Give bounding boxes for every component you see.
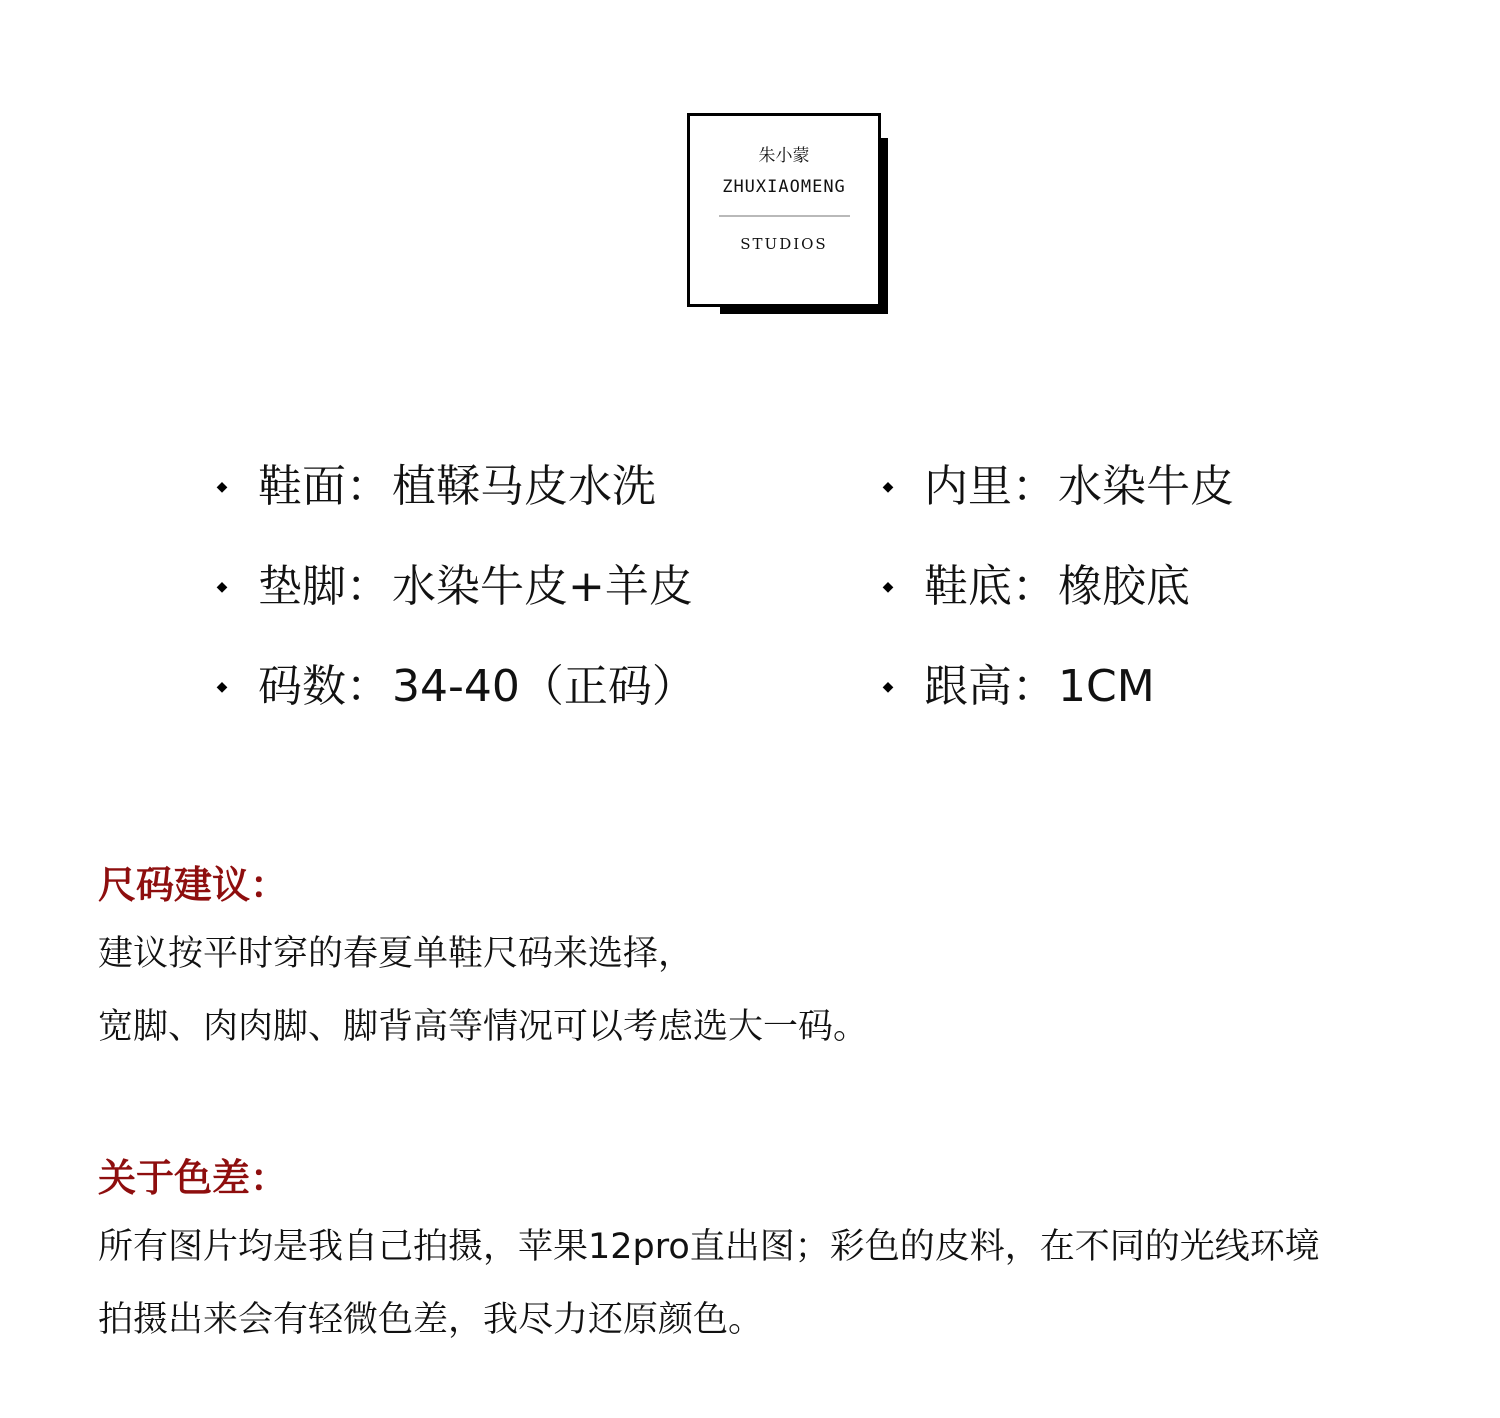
spec-value: 34-40（正码）: [392, 661, 696, 712]
spec-label: 鞋底: [924, 561, 1012, 612]
logo-name-cn: 朱小蒙: [758, 146, 810, 166]
spec-colon: ：: [1012, 661, 1056, 712]
logo-studios: STUDIOS: [740, 235, 828, 253]
spec-label: 鞋面: [258, 461, 346, 512]
color-note-heading: 关于色差：: [98, 1156, 289, 1200]
spec-value: 水染牛皮: [1058, 461, 1234, 512]
spec-colon: ：: [346, 561, 390, 612]
diamond-bullet-icon: ◆: [216, 679, 228, 695]
spec-value: 1CM: [1058, 661, 1155, 712]
color-note-line: 拍摄出来会有轻微色差，我尽力还原颜色。: [98, 1300, 764, 1340]
diamond-bullet-icon: ◆: [882, 579, 894, 595]
spec-upper: [214, 457, 656, 517]
diamond-bullet-icon: ◆: [882, 479, 894, 495]
brand-logo: [687, 113, 881, 307]
spec-label: 码数: [258, 661, 346, 712]
spec-colon: ：: [346, 461, 390, 512]
size-advice-heading: 尺码建议：: [98, 863, 289, 907]
spec-colon: ：: [346, 661, 390, 712]
logo-name-en: ZHUXIAOMENG: [722, 177, 846, 197]
diamond-bullet-icon: ◆: [216, 479, 228, 495]
spec-value: 橡胶底: [1058, 561, 1190, 612]
spec-label: 内里: [924, 461, 1012, 512]
spec-size-range: [214, 657, 696, 717]
color-note-line: 所有图片均是我自己拍摄，苹果12pro直出图；彩色的皮料，在不同的光线环境: [98, 1227, 1320, 1267]
spec-insole: [214, 557, 693, 617]
spec-value: 水染牛皮+羊皮: [392, 561, 693, 612]
logo-divider: [719, 215, 850, 217]
size-advice-line: 宽脚、肉肉脚、脚背高等情况可以考虑选大一码。: [98, 1007, 869, 1047]
spec-lining: [880, 457, 1234, 517]
spec-heel-height: [880, 657, 1155, 717]
spec-colon: ：: [1012, 561, 1056, 612]
size-advice-line: 建议按平时穿的春夏单鞋尺码来选择，: [98, 934, 694, 974]
spec-sole: [880, 557, 1190, 617]
diamond-bullet-icon: ◆: [882, 679, 894, 695]
spec-label: 跟高: [924, 661, 1012, 712]
spec-label: 垫脚: [258, 561, 346, 612]
diamond-bullet-icon: ◆: [216, 579, 228, 595]
spec-colon: ：: [1012, 461, 1056, 512]
spec-value: 植鞣马皮水洗: [392, 461, 656, 512]
